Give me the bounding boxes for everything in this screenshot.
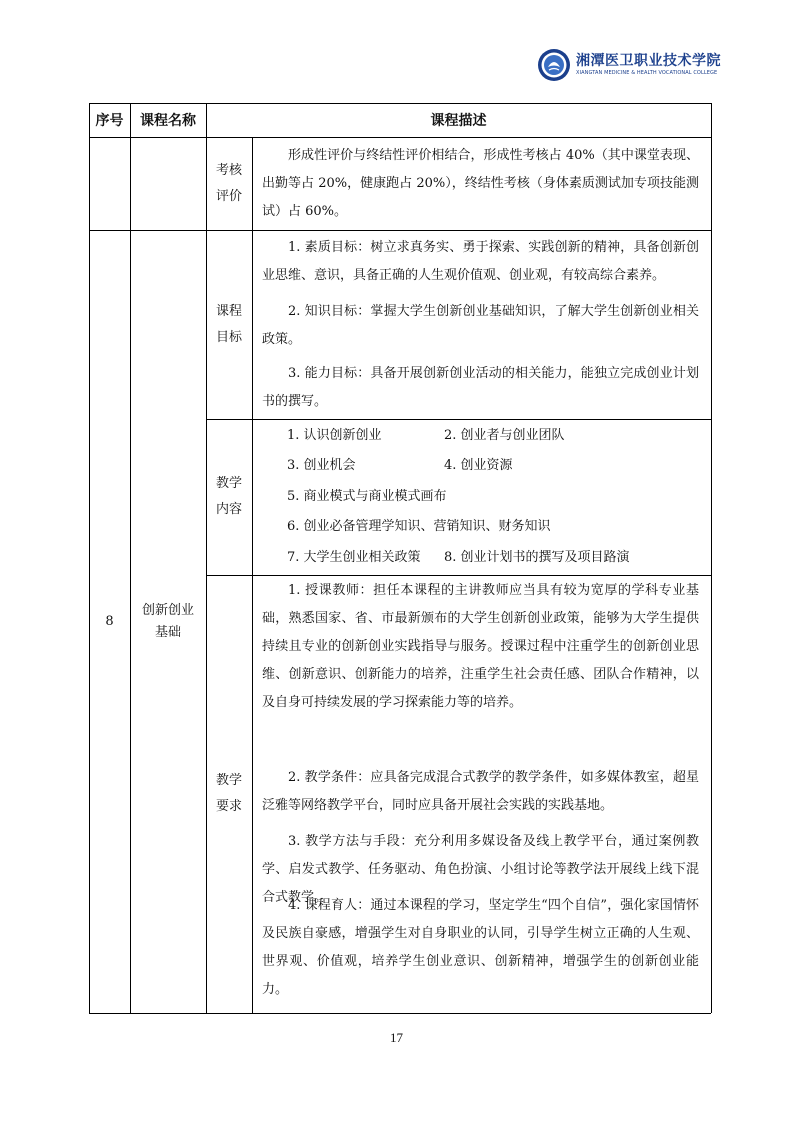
content-item: 8. 创业计划书的撰写及项目路演 [444, 550, 630, 565]
row-seq: 8 [105, 613, 114, 629]
content-item: 2. 创业者与创业团队 [444, 428, 565, 443]
header-course-name: 课程名称 [140, 113, 196, 129]
content-item: 4. 创业资源 [444, 458, 513, 473]
requirement-education: 4. 课程育人：通过本课程的学习，坚定学生“四个自信”，强化家国情怀及民族自豪感，增强学生对自身职业的认同，引导学生树立正确的人生观、世界观、价值观，培养学生创业意识、创新精神，增强学生的创新创业能力。 [262, 898, 699, 997]
assessment-label: 考核评价 [215, 162, 242, 204]
requirement-teacher: 1. 授课教师：担任本课程的主讲教师应当具有较为宽厚的学科专业基础，熟悉国家、省、市最新颁布的大学生创新创业政策，能够为大学生提供持续且专业的创新创业实践指导与服务。授课过程中注重学生的创新创业思维、创新意识、创新能力的培养，注重学生社会责任感、团队合作精神，以及自身可持续发展的学习探索能力等的培养。 [262, 583, 699, 710]
content-item: 7. 大学生创业相关政策 [287, 550, 421, 565]
requirements-label: 教学要求 [215, 773, 242, 814]
requirement-methods: 3. 教学方法与手段：充分利用多媒设备及线上教学平台，通过案例教学、启发式教学、任务驱动、角色扮演、小组讨论等教学法开展线上线下混合式教学。 [262, 834, 699, 905]
objective-quality: 1. 素质目标：树立求真务实、勇于探索、实践创新的精神，具备创新创业思维、意识，具备正确的人生观价值观、创业观，有较高综合素养。 [262, 240, 699, 283]
header-seq: 序号 [95, 113, 124, 129]
content-item: 1. 认识创新创业 [287, 428, 382, 443]
header-course-description: 课程描述 [430, 113, 487, 129]
objective-ability: 3. 能力目标：具备开展创新创业活动的相关能力，能独立完成创业计划书的撰写。 [262, 366, 699, 409]
objective-knowledge: 2. 知识目标：掌握大学生创新创业基础知识，了解大学生创新创业相关政策。 [262, 304, 699, 347]
college-seal-icon [537, 48, 571, 82]
content-item: 5. 商业模式与商业模式画布 [287, 489, 447, 504]
college-name-en: XIANGTAN MEDICINE & HEALTH VOCATIONAL COLLEGE [576, 70, 718, 76]
content-item: 6. 创业必备管理学知识、营销知识、财务知识 [287, 519, 551, 534]
content-label: 教学内容 [215, 476, 242, 517]
course-name: 创新创业基础 [141, 602, 194, 640]
college-logo [537, 44, 721, 86]
assessment-text: 形成性评价与终结性评价相结合，形成性考核占 40%（其中课堂表现、出勤等占 20%，健康跑占 20%），终结性考核（身体素质测试加专项技能测试）占 60%。 [262, 148, 699, 219]
page-number: 17 [390, 1030, 403, 1045]
college-name-cn: 湘潭医卫职业技术学院 [576, 53, 721, 69]
requirement-conditions: 2. 教学条件：应具备完成混合式教学的教学条件，如多媒体教室，超星泛雅等网络教学平台，同时应具备开展社会实践的实践基地。 [262, 770, 699, 813]
content-item: 3. 创业机会 [287, 458, 356, 473]
objectives-label: 课程目标 [215, 303, 242, 345]
